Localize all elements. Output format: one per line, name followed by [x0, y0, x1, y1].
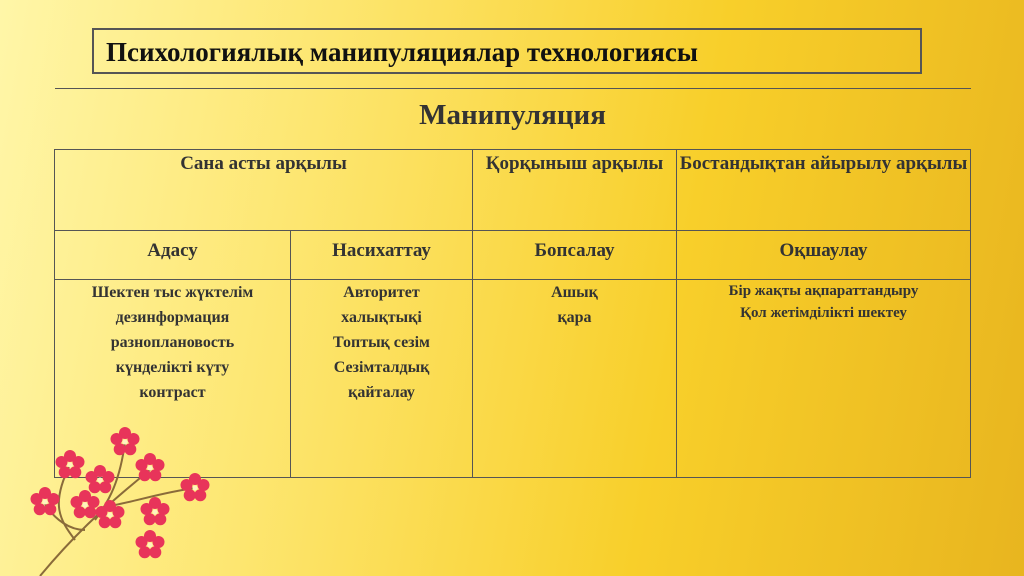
category-fear: Қорқыныш арқылы: [473, 150, 677, 231]
slide-title: Психологиялық манипуляциялар технологиясы: [92, 28, 922, 74]
list-item: қайталау: [348, 384, 415, 401]
list-item: разноплановость: [110, 334, 235, 351]
subheader-oqshaulau: Оқшаулау: [677, 231, 971, 280]
list-item: Авторитет: [343, 284, 420, 301]
list-item: Қол жетімділікті шектеу: [740, 305, 907, 321]
list-item: Топтық сезім: [333, 334, 430, 351]
items-nasihattau: [291, 280, 473, 478]
list-item: Бір жақты ақпараттандыру: [728, 283, 919, 299]
items-bopsalau: [473, 280, 677, 478]
list-item: контраст: [139, 384, 206, 401]
list-item: күнделікті күту: [115, 359, 230, 376]
category-freedom-deprivation: Бостандықтан айырылу арқылы: [677, 150, 971, 231]
table-header: Манипуляция: [55, 89, 971, 150]
flower-branch-icon: [0, 420, 240, 576]
list-item: Сезімталдық: [333, 359, 430, 376]
category-subconscious: Сана асты арқылы: [55, 150, 473, 231]
list-item: қара: [557, 309, 592, 326]
list-item: халықтықі: [341, 309, 422, 326]
list-item: дезинформация: [115, 309, 230, 326]
subheader-bopsalau: Бопсалау: [473, 231, 677, 280]
list-item: Шектен тыс жүктелім: [91, 284, 254, 301]
items-oqshaulau: [677, 280, 971, 478]
subheader-adasu: Адасу: [55, 231, 291, 280]
list-item: Ашық: [551, 284, 598, 301]
subheader-nasihattau: Насихаттау: [291, 231, 473, 280]
